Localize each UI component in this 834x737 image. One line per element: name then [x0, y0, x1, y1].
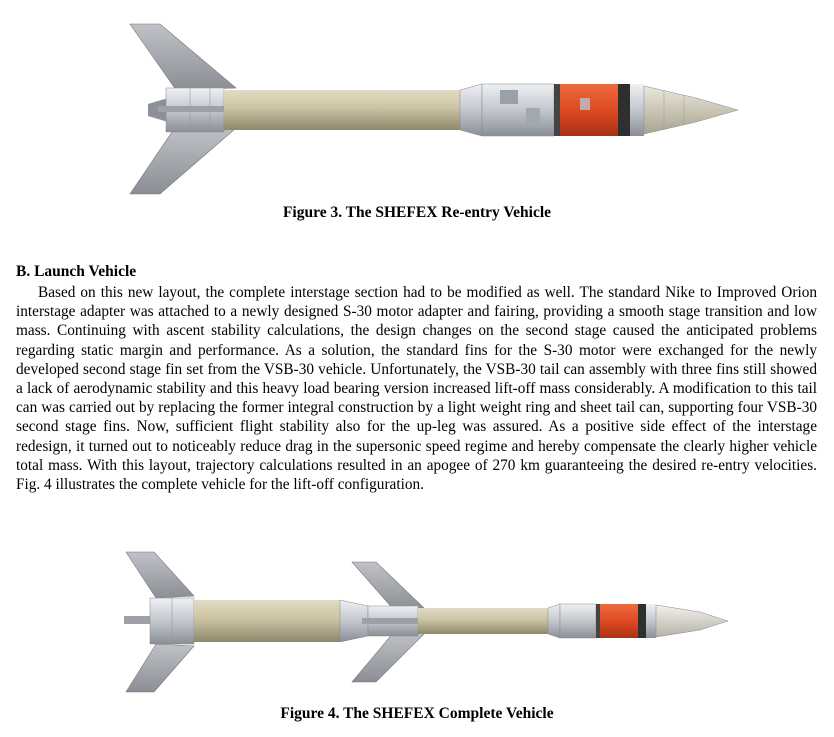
second-stage-lower-fin [352, 632, 424, 682]
second-stage-upper-fin [352, 562, 424, 610]
motor-tube [224, 90, 460, 130]
first-stage-upper-fin [126, 552, 194, 598]
figure-3-caption: Figure 3. The SHEFEX Re-entry Vehicle [282, 204, 552, 221]
dark-band [554, 84, 560, 136]
shefex-complete-vehicle-illustration [0, 548, 834, 696]
second-stage-motor [418, 608, 548, 634]
figure-4-caption: Figure 4. The SHEFEX Complete Vehicle [280, 705, 554, 722]
body-paragraph: Based on this new layout, the complete interstage section had to be modified as well. The standard Nike to Improved Orion interstage adapter was attached to a newly designed S-30 motor adapter and fairing, providing a smooth stage transition and low mass. Continuing with ascent stability calculations, the design changes on the second stage caused the anticipated problems regarding static margin and performance. As a solution, the standard fins for the S-30 motor were exchanged for the newly developed second stage fin set from the VSB-30 vehicle. Unfortunately, the VSB-30 tail can assembly with three fins still showed a lack of aerodynamic stability and this heavy load bearing version increased lift-off mass considerably. A modification to this tail can was carried out by replacing the former integral construction by a light weight ring and sheet tail can, supporting four VSB-30 second stage fins. Now, sufficient flight stability also for the up-leg was assured. As a positive side effect of the interstage redesign, it turned out to noticeably reduce drag in the supersonic speed regime and hereby compensate the clearly higher vehicle total mass. With this layout, trajectory calculations resulted in an apogee of 270 km guaranteeing the desired re-entry velocities. Fig. 4 illustrates the complete vehicle for the lift-off configuration. [16, 284, 817, 494]
nose-cone [644, 86, 738, 134]
shefex-reentry-vehicle-illustration [0, 18, 834, 198]
black-band [618, 84, 630, 136]
upper-fin [130, 24, 236, 90]
adapter [460, 84, 482, 136]
nose-cone [656, 605, 728, 637]
orange-section [600, 604, 638, 638]
lower-fin [130, 126, 236, 194]
section-heading: B. Launch Vehicle [16, 263, 137, 280]
first-stage-lower-fin [126, 644, 194, 692]
first-stage-motor [194, 600, 340, 642]
payload-section [560, 604, 596, 638]
